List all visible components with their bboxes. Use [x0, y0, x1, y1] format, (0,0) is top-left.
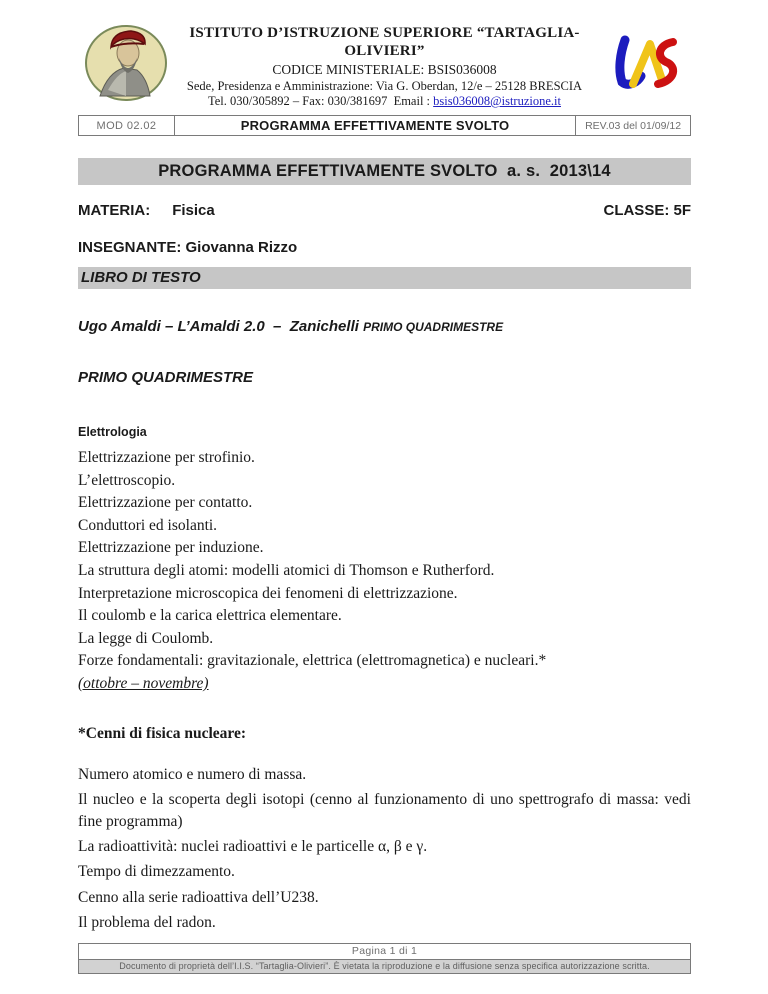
tartaglia-portrait-icon [84, 24, 169, 102]
subject-class-row [78, 202, 691, 219]
topic-line: Tempo di dimezzamento. [78, 863, 235, 881]
topic-line: Cenno alla serie radioattiva dell’U238. [78, 888, 319, 906]
textbook-title: Ugo Amaldi – L’Amaldi 2.0 – Zanichelli [78, 318, 364, 335]
email-link[interactable]: bsis036008@istruzione.it [433, 94, 561, 108]
revision-cell: REV.03 del 01/09/12 [575, 116, 690, 135]
subject-label: MATERIA: [78, 202, 151, 219]
topic-line: L’elettroscopio. [78, 471, 176, 489]
topic-line: Elettrizzazione per strofinio. [78, 449, 255, 466]
topic-line: Il problema del radon. [78, 913, 216, 931]
elettrologia-topic-list [78, 447, 691, 673]
textbook-term-note: PRIMO QUADRIMESTRE [363, 320, 504, 334]
term-heading: PRIMO QUADRIMESTRE [78, 369, 254, 386]
property-notice: Documento di proprietà dell’I.I.S. “Tartaglia-Olivieri”. È vietata la riproduzione e la diffusione senza specifica autorizzazione scritta. [79, 959, 690, 973]
las-letters-icon [603, 32, 685, 94]
topic-line: Elettrizzazione per induzione. [78, 539, 264, 557]
section-heading-elettrologia: Elettrologia [78, 425, 147, 439]
letterhead [78, 24, 691, 109]
subject-value: Fisica [172, 202, 215, 219]
ministerial-code: CODICE MINISTERIALE: BSIS036008 [272, 62, 497, 77]
class-field: CLASSE: 5F [603, 202, 691, 219]
topic-line: Elettrizzazione per contatto. [78, 494, 253, 512]
topic-line: Il coulomb e la carica elettrica elementare. [78, 607, 342, 625]
doc-type-cell: PROGRAMMA EFFETTIVAMENTE SVOLTO [240, 118, 510, 133]
topic-line: Forze fondamentali: gravitazionale, elettrica (elettromagnetica) e nucleari.* [78, 652, 547, 670]
institute-contacts [173, 94, 596, 109]
institute-address: Sede, Presidenza e Amministrazione: Via G. Oberdan, 12/e – 25128 BRESCIA [186, 79, 583, 93]
textbook-line [78, 318, 691, 336]
topic-line: La legge di Coulomb. [78, 629, 214, 647]
page-title: PROGRAMMA EFFETTIVAMENTE SVOLTO a. s. 2013\14 [78, 158, 691, 185]
topic-line: La struttura degli atomi: modelli atomici di Thomson e Rutherford. [78, 561, 495, 579]
school-crest-logo [78, 24, 173, 102]
page-footer [78, 943, 691, 974]
topic-line: Interpretazione microscopica dei fenomeni di elettrizzazione. [78, 584, 458, 602]
institute-header-text [173, 24, 596, 109]
topic-line: La radioattività: nuclei radioattivi e le particelle α, β e γ. [78, 838, 428, 856]
topic-line: Numero atomico e numero di massa. [78, 765, 307, 783]
page-number: Pagina 1 di 1 [79, 944, 690, 959]
teacher-field: INSEGNANTE: Giovanna Rizzo [78, 239, 298, 256]
section-heading-fisica-nucleare: *Cenni di fisica nucleare: [78, 724, 247, 742]
document-meta-table [78, 115, 691, 136]
las-logo [596, 24, 691, 94]
topic-line: Il nucleo e la scoperta degli isotopi (cenno al funzionamento di uno spettrografo di massa: vedi fine programma) [78, 790, 691, 831]
textbook-section-heading: LIBRO DI TESTO [78, 267, 691, 289]
topic-line: Conduttori ed isolanti. [78, 516, 218, 534]
mod-code-cell: MOD 02.02 [79, 116, 175, 135]
institute-name: ISTITUTO D’ISTRUZIONE SUPERIORE “TARTAGLIA-OLIVIERI” [189, 25, 580, 59]
subject-field [78, 202, 215, 219]
period-note: (ottobre – novembre) [78, 674, 209, 692]
contacts-text: Tel. 030/305892 – Fax: 030/381697 Email : [208, 94, 434, 108]
fisica-nucleare-topic-list [78, 764, 691, 935]
